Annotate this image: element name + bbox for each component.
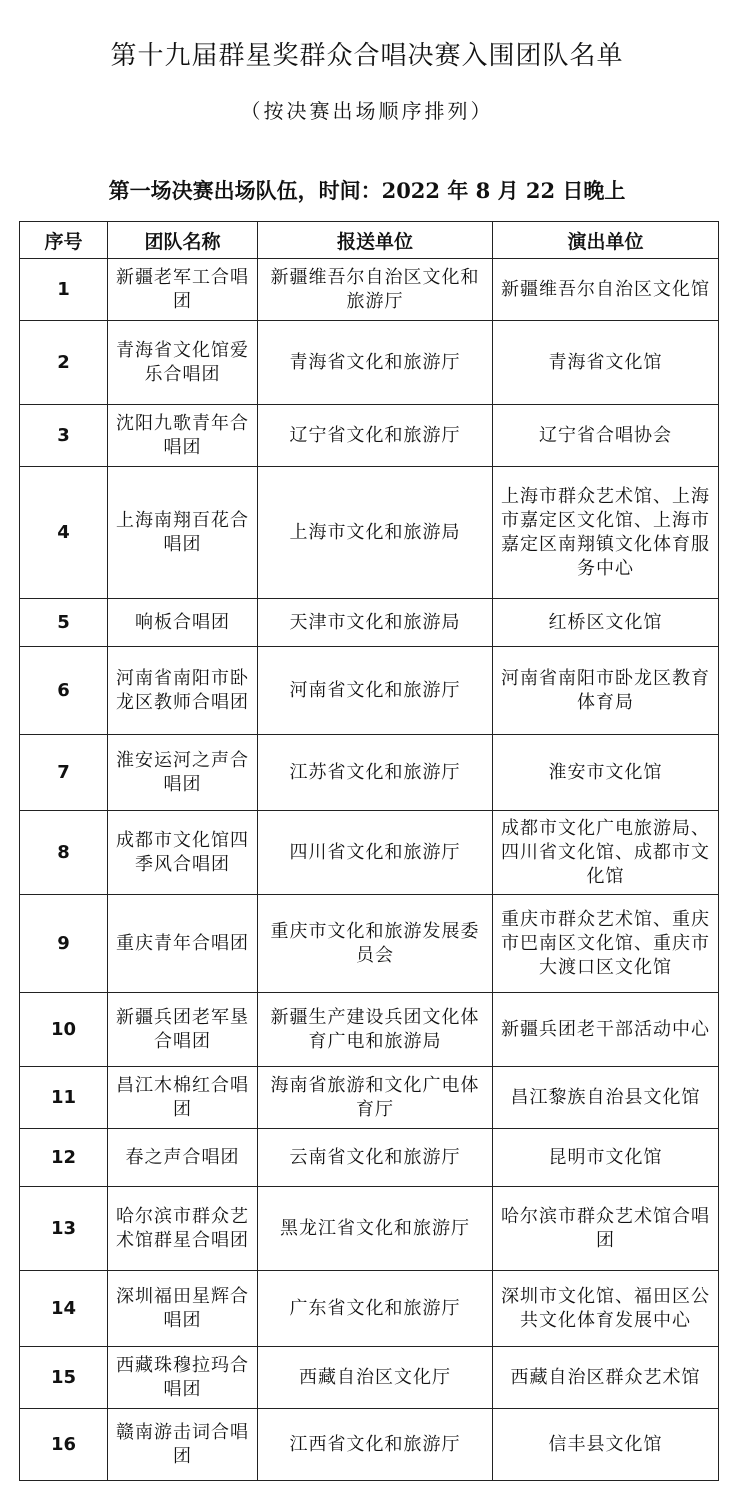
row-sender-unit: 新疆生产建设兵团文化体育广电和旅游局 — [258, 993, 493, 1067]
table-row — [20, 1067, 719, 1129]
row-team-name: 重庆青年合唱团 — [108, 895, 258, 993]
row-team-name: 赣南游击词合唱团 — [108, 1409, 258, 1481]
table-row — [20, 1187, 719, 1271]
row-index: 14 — [20, 1271, 108, 1347]
row-sender-unit: 上海市文化和旅游局 — [258, 467, 493, 599]
table-row — [20, 467, 719, 599]
row-sender-unit: 西藏自治区文化厅 — [258, 1347, 493, 1409]
table-row — [20, 993, 719, 1067]
row-index: 13 — [20, 1187, 108, 1271]
row-sender-unit: 河南省文化和旅游厅 — [258, 647, 493, 735]
table-row — [20, 259, 719, 321]
row-performer-unit: 青海省文化馆 — [493, 321, 719, 405]
table-row — [20, 735, 719, 811]
row-sender-unit: 江苏省文化和旅游厅 — [258, 735, 493, 811]
row-team-name: 春之声合唱团 — [108, 1129, 258, 1187]
row-index: 10 — [20, 993, 108, 1067]
row-index: 9 — [20, 895, 108, 993]
row-sender-unit: 辽宁省文化和旅游厅 — [258, 405, 493, 467]
table-row — [20, 1271, 719, 1347]
row-performer-unit: 昌江黎族自治县文化馆 — [493, 1067, 719, 1129]
table-row — [20, 647, 719, 735]
table-header-row — [20, 222, 719, 259]
document-title: 第十九届群星奖群众合唱决赛入围团队名单 — [110, 41, 624, 71]
table-body — [20, 259, 719, 1481]
table-row — [20, 1347, 719, 1409]
row-index: 3 — [20, 405, 108, 467]
table-row — [20, 895, 719, 993]
header-sender: 报送单位 — [258, 222, 493, 259]
table-row — [20, 405, 719, 467]
row-sender-unit: 天津市文化和旅游局 — [258, 599, 493, 647]
row-team-name: 哈尔滨市群众艺术馆群星合唱团 — [108, 1187, 258, 1271]
row-index: 5 — [20, 599, 108, 647]
row-team-name: 西藏珠穆拉玛合唱团 — [108, 1347, 258, 1409]
row-performer-unit: 成都市文化广电旅游局、四川省文化馆、成都市文化馆 — [493, 811, 719, 895]
row-performer-unit: 新疆兵团老干部活动中心 — [493, 993, 719, 1067]
row-index: 7 — [20, 735, 108, 811]
row-performer-unit: 淮安市文化馆 — [493, 735, 719, 811]
row-team-name: 新疆兵团老军垦合唱团 — [108, 993, 258, 1067]
row-team-name: 淮安运河之声合唱团 — [108, 735, 258, 811]
row-sender-unit: 云南省文化和旅游厅 — [258, 1129, 493, 1187]
row-performer-unit: 河南省南阳市卧龙区教育体育局 — [493, 647, 719, 735]
row-performer-unit: 红桥区文化馆 — [493, 599, 719, 647]
table-row — [20, 1129, 719, 1187]
header-performer: 演出单位 — [493, 222, 719, 259]
row-performer-unit: 上海市群众艺术馆、上海市嘉定区文化馆、上海市嘉定区南翔镇文化体育服务中心 — [493, 467, 719, 599]
row-sender-unit: 新疆维吾尔自治区文化和旅游厅 — [258, 259, 493, 321]
row-index: 2 — [20, 321, 108, 405]
row-sender-unit: 青海省文化和旅游厅 — [258, 321, 493, 405]
header-index: 序号 — [20, 222, 108, 259]
row-index: 1 — [20, 259, 108, 321]
row-index: 12 — [20, 1129, 108, 1187]
row-performer-unit: 西藏自治区群众艺术馆 — [493, 1347, 719, 1409]
row-team-name: 新疆老军工合唱团 — [108, 259, 258, 321]
row-team-name: 深圳福田星辉合唱团 — [108, 1271, 258, 1347]
row-performer-unit: 重庆市群众艺术馆、重庆市巴南区文化馆、重庆市大渡口区文化馆 — [493, 895, 719, 993]
finalist-table — [19, 221, 719, 1481]
row-performer-unit: 新疆维吾尔自治区文化馆 — [493, 259, 719, 321]
row-team-name: 成都市文化馆四季风合唱团 — [108, 811, 258, 895]
row-performer-unit: 哈尔滨市群众艺术馆合唱团 — [493, 1187, 719, 1271]
row-index: 15 — [20, 1347, 108, 1409]
row-performer-unit: 昆明市文化馆 — [493, 1129, 719, 1187]
row-sender-unit: 广东省文化和旅游厅 — [258, 1271, 493, 1347]
row-index: 6 — [20, 647, 108, 735]
row-sender-unit: 江西省文化和旅游厅 — [258, 1409, 493, 1481]
row-performer-unit: 深圳市文化馆、福田区公共文化体育发展中心 — [493, 1271, 719, 1347]
row-team-name: 昌江木棉红合唱团 — [108, 1067, 258, 1129]
row-team-name: 河南省南阳市卧龙区教师合唱团 — [108, 647, 258, 735]
row-index: 11 — [20, 1067, 108, 1129]
row-sender-unit: 四川省文化和旅游厅 — [258, 811, 493, 895]
session-heading: 第一场决赛出场队伍，时间：2022 年 8 月 22 日晚上 — [108, 178, 626, 203]
row-sender-unit: 黑龙江省文化和旅游厅 — [258, 1187, 493, 1271]
row-index: 8 — [20, 811, 108, 895]
row-sender-unit: 重庆市文化和旅游发展委员会 — [258, 895, 493, 993]
row-team-name: 响板合唱团 — [108, 599, 258, 647]
document-subtitle: （按决赛出场顺序排列） — [240, 99, 494, 123]
table-row — [20, 599, 719, 647]
row-index: 16 — [20, 1409, 108, 1481]
table-row — [20, 811, 719, 895]
row-performer-unit: 信丰县文化馆 — [493, 1409, 719, 1481]
row-team-name: 沈阳九歌青年合唱团 — [108, 405, 258, 467]
header-team: 团队名称 — [108, 222, 258, 259]
row-performer-unit: 辽宁省合唱协会 — [493, 405, 719, 467]
row-team-name: 上海南翔百花合唱团 — [108, 467, 258, 599]
table-row — [20, 321, 719, 405]
row-index: 4 — [20, 467, 108, 599]
row-team-name: 青海省文化馆爱乐合唱团 — [108, 321, 258, 405]
table-row — [20, 1409, 719, 1481]
row-sender-unit: 海南省旅游和文化广电体育厅 — [258, 1067, 493, 1129]
